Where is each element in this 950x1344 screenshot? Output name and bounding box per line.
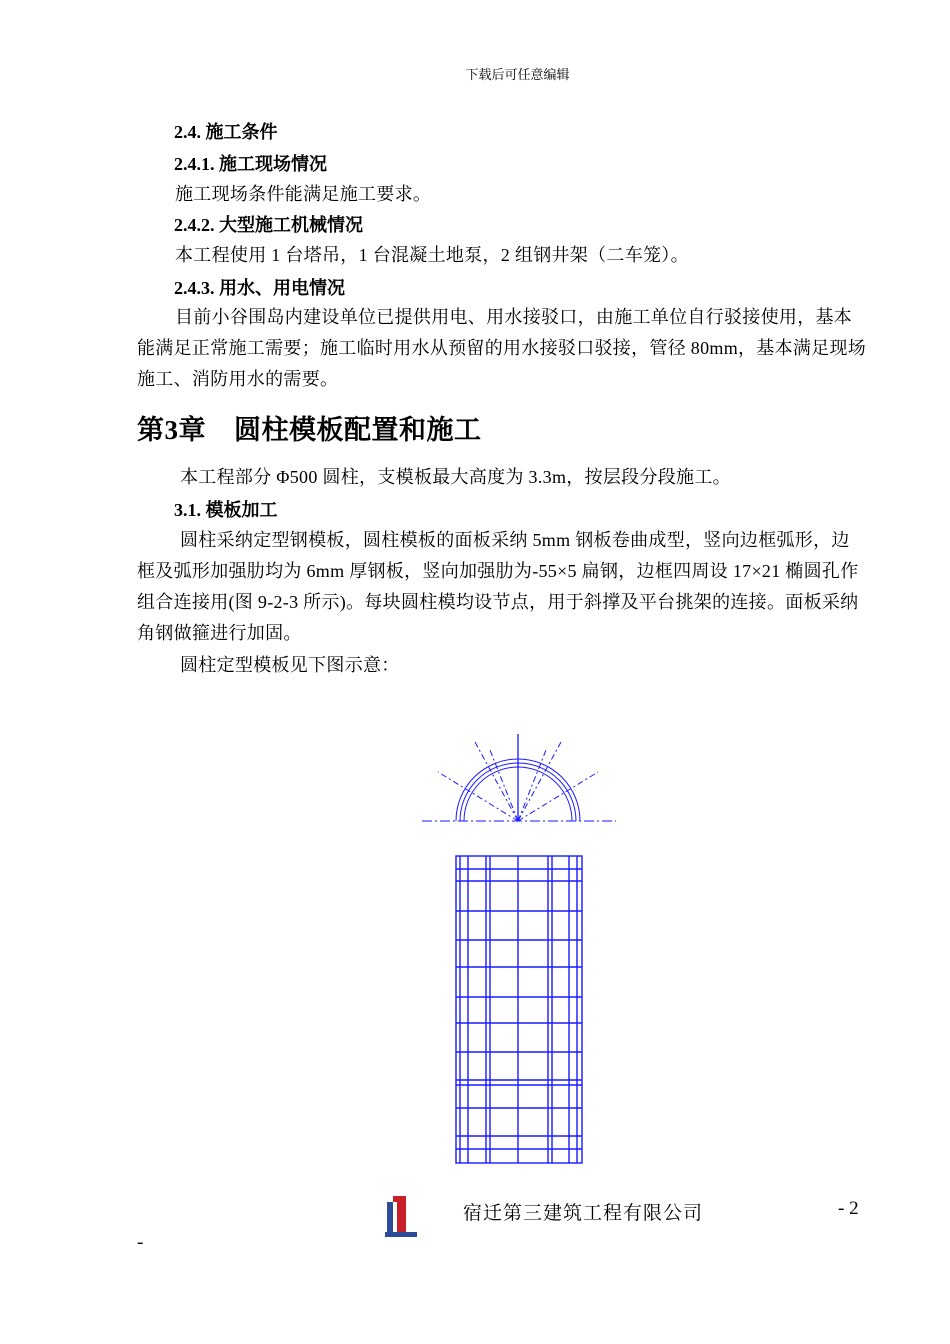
chapter-heading <box>137 408 482 447</box>
section-2-4-2-body: 本工程使用 1 台塔吊，1 台混凝土地泵，2 组钢井架（二车笼）。 <box>175 245 689 265</box>
vertical-ribs <box>460 856 577 1163</box>
company-logo <box>383 1194 423 1238</box>
footer-dash: - <box>137 1232 144 1253</box>
section-3-1-body: 圆柱采纳定型钢模板，圆柱模板的面板采纳 5mm 钢板卷曲成型，竖向边框弧形，边框及弧形加强肋均为 6mm 厚钢板，竖向加强肋为-55×5 扁钢，边框四周设 17×21 椭圆孔作组合连接用(图 9-2-3 所示)。每块圆柱模均设节点，用于斜撑及平台挑架的连接。面板采纳角钢做箍进行加固。 <box>137 530 859 643</box>
section-2-4-2-title: 2.4.2. 大型施工机械情况 <box>174 215 363 235</box>
figure-caption: 圆柱定型模板见下图示意： <box>180 655 400 675</box>
section-3-1-title: 3.1. 模板加工 <box>174 500 278 520</box>
horizontal-ribs <box>456 869 582 1149</box>
column-plan-view <box>420 730 650 830</box>
column-formwork-elevation <box>455 855 585 1167</box>
header-note: 下载后可任意编辑 <box>465 67 570 82</box>
chapter-number: 第3章 <box>137 415 206 445</box>
section-2-4-title: 2.4. 施工条件 <box>174 122 278 142</box>
formwork-outline <box>456 856 582 1163</box>
section-2-4-3-title: 2.4.3. 用水、用电情况 <box>174 278 345 298</box>
chapter-title: 圆柱模板配置和施工 <box>234 415 482 445</box>
chapter-intro: 本工程部分 Φ500 圆柱，支模板最大高度为 3.3m，按层段分段施工。 <box>180 467 731 487</box>
section-2-4-1-body: 施工现场条件能满足施工要求。 <box>175 184 432 204</box>
footer-company: 宿迁第三建筑工程有限公司 <box>463 1203 704 1224</box>
page-number: - 2 <box>838 1198 859 1219</box>
section-2-4-1-title: 2.4.1. 施工现场情况 <box>174 154 327 174</box>
section-2-4-3-body: 目前小谷围岛内建设单位已提供用电、用水接驳口，由施工单位自行驳接使用，基本能满足正常施工需要；施工临时用水从预留的用水接驳口驳接，管径 80mm，基本满足现场施工、消防用水的需要。 <box>137 307 867 389</box>
